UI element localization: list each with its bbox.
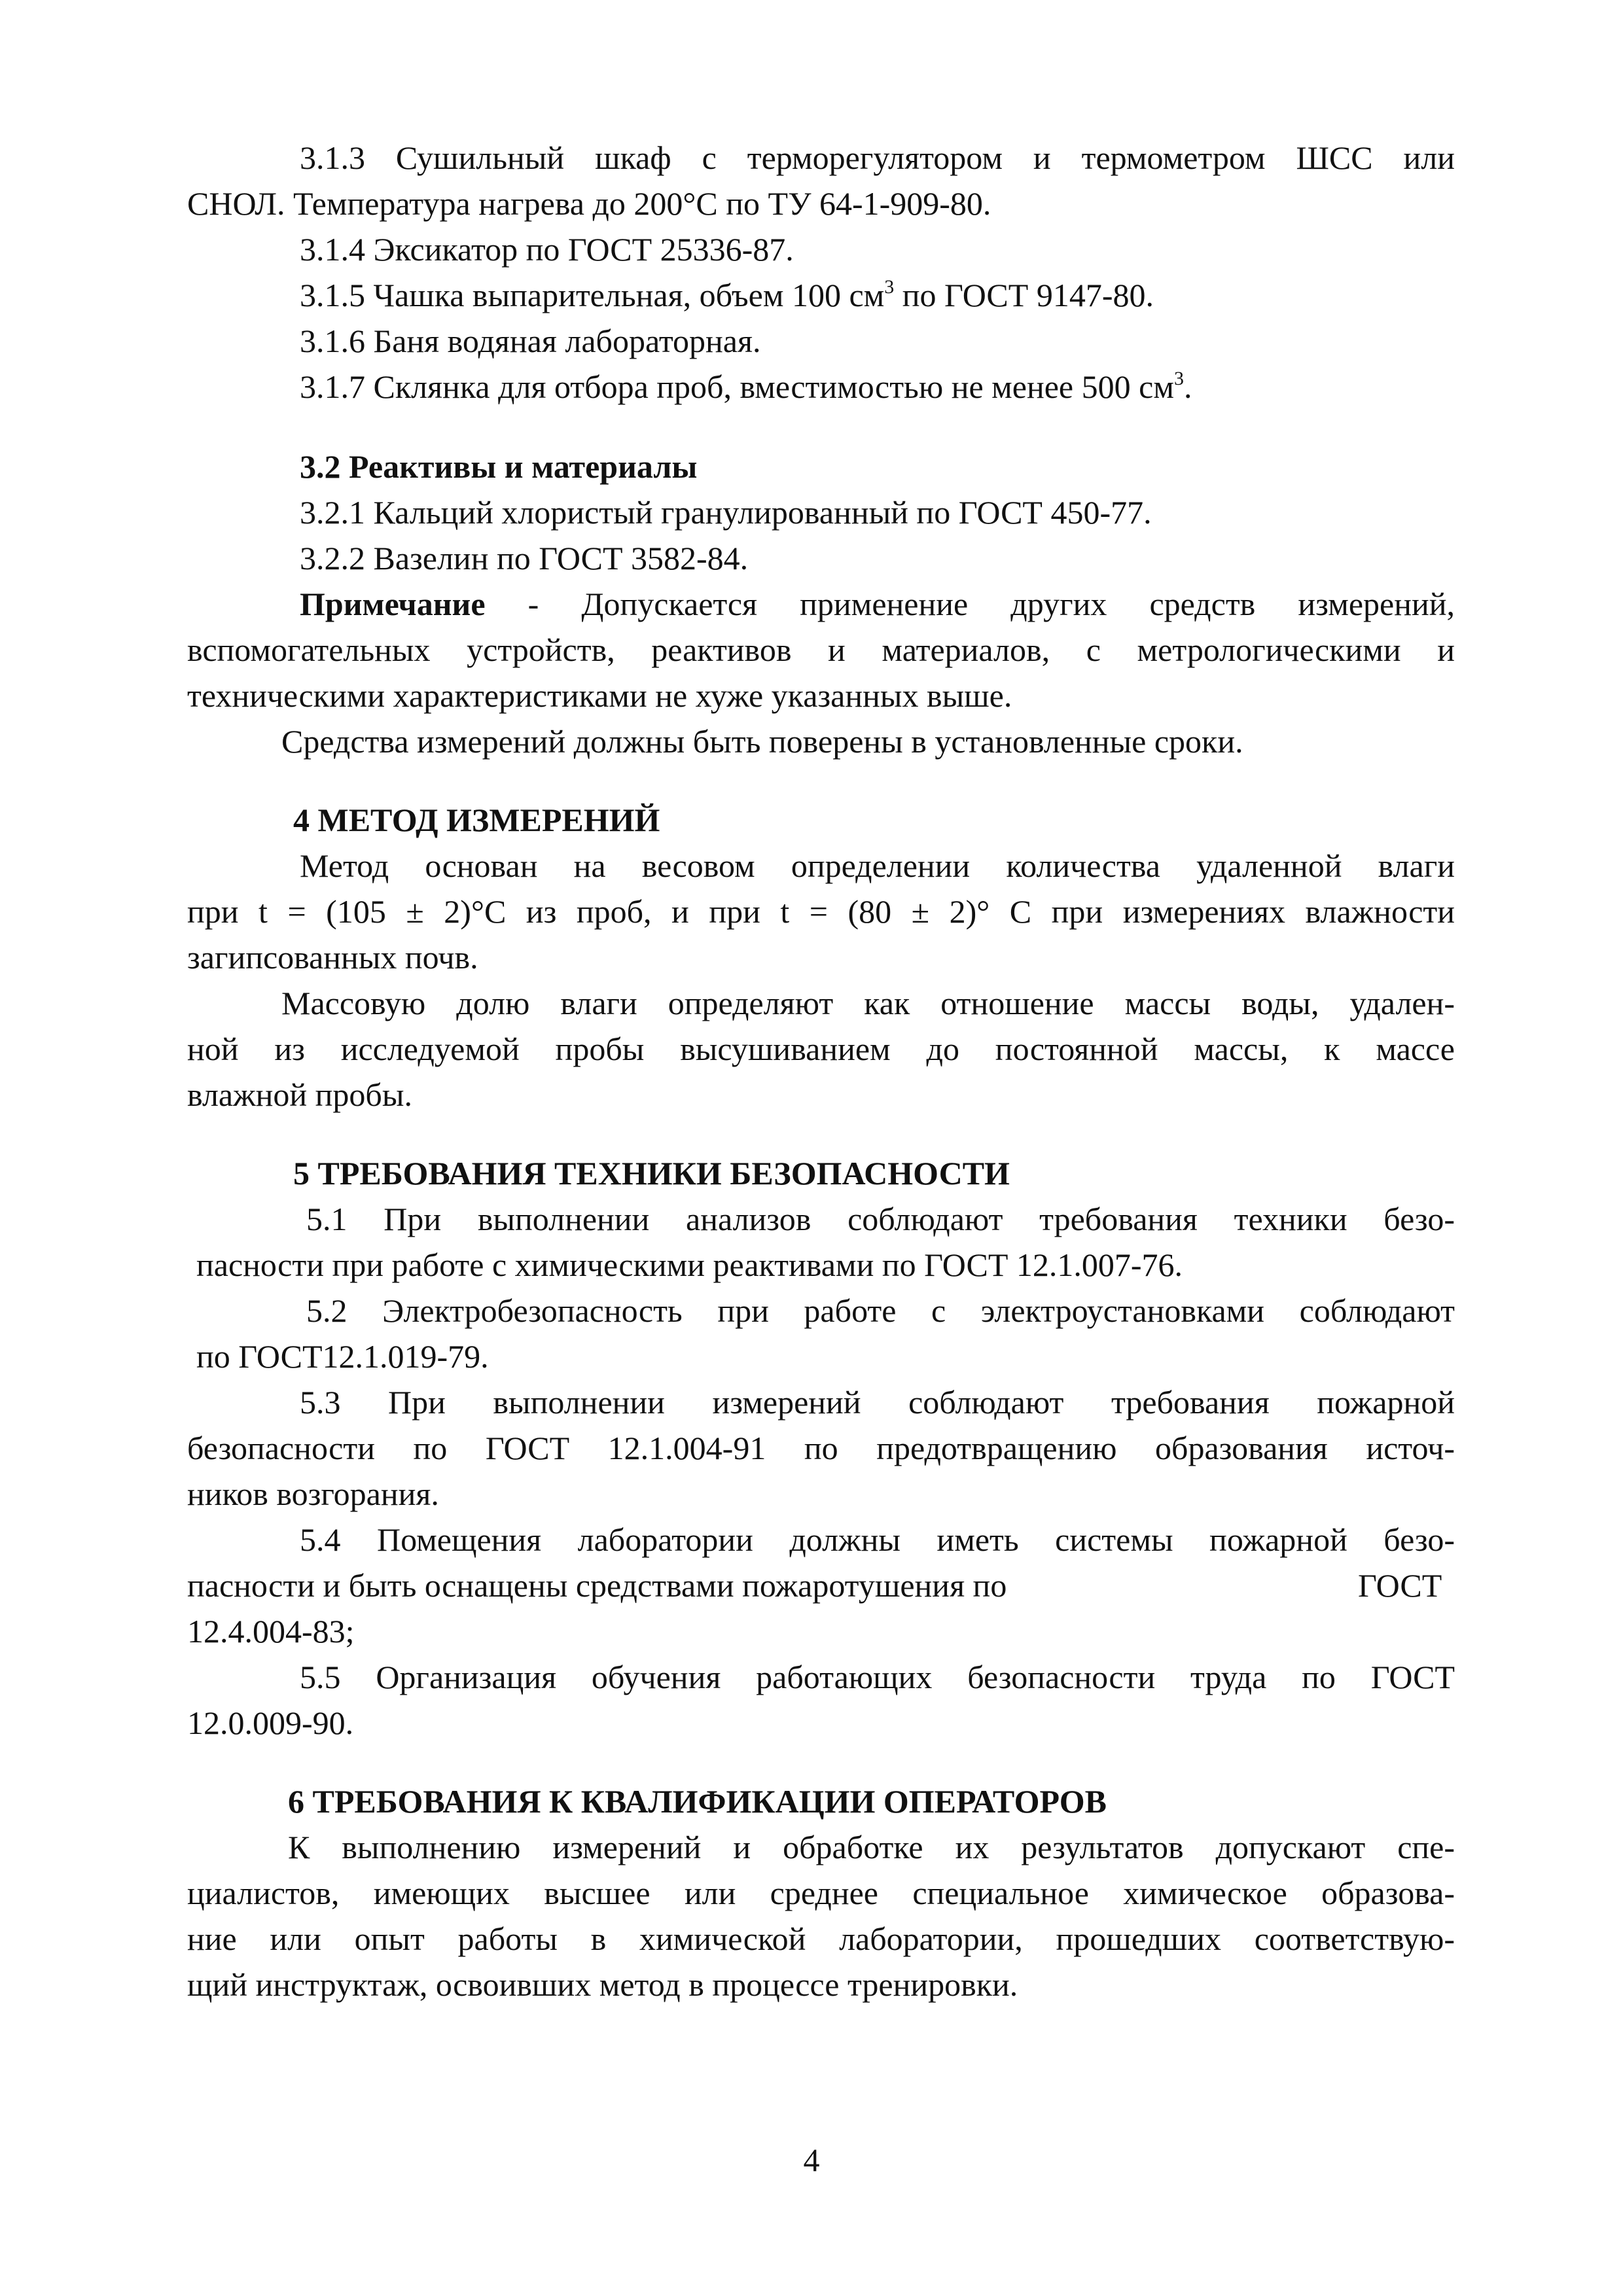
item-5-5-line1: 5.5 Организация обучения работающих безопасности труда по ГОСТ [300,1659,1455,1695]
item-5-1-line1: 5.1 При выполнении анализов соблюдают требования техники безо- [306,1201,1455,1237]
note-line3: техническими характеристиками не хуже указанных выше. [187,677,1012,714]
section-4-p2-line3: влажной пробы. [187,1076,412,1113]
item-3-1-4: 3.1.4 Эксикатор по ГОСТ 25336-87. [300,231,794,268]
section-4-heading: 4 МЕТОД ИЗМЕРЕНИЙ [293,802,660,838]
item-5-3-line3: ников возгорания. [187,1475,439,1512]
section-4-p2-line1: Массовую долю влаги определяют как отношение массы воды, удален- [281,985,1455,1021]
item-3-1-7: 3.1.7 Склянка для отбора проб, вместимостью не менее 500 $см^3$. [300,368,1192,405]
section-6-line2: циалистов, имеющих высшее или среднее специальное химическое образова- [187,1875,1455,1911]
item-3-1-3-line1: 3.1.3 Сушильный шкаф с терморегулятором и термометром ШСС или [300,139,1455,176]
section-3-2-heading: 3.2 Реактивы и материалы [300,448,698,485]
item-5-4-line3: 12.4.004-83; [187,1613,355,1650]
item-5-3-line1: 5.3 При выполнении измерений соблюдают требования пожарной [300,1384,1455,1421]
item-5-2-line1: 5.2 Электробезопасность при работе с электроустановками соблюдают [306,1292,1455,1329]
item-3-2-2: 3.2.2 Вазелин по ГОСТ 3582-84. [300,540,749,576]
item-3-2-1: 3.2.1 Кальций хлористый гранулированный по ГОСТ 450-77. [300,494,1152,531]
item-5-1-line2: пасности при работе с химическими реактивами по ГОСТ 12.1.007-76. [196,1246,1183,1283]
section-6-line1: К выполнению измерений и обработке их результатов допускают спе- [288,1829,1455,1865]
item-5-4-line2-gost: ГОСТ [1358,1567,1442,1604]
page-number: 4 [803,2142,820,2178]
item-5-4-line1: 5.4 Помещения лаборатории должны иметь системы пожарной безо- [300,1521,1455,1558]
section-5-heading: 5 ТРЕБОВАНИЯ ТЕХНИКИ БЕЗОПАСНОСТИ [293,1155,1010,1192]
section-6-line4: щий инструктаж, освоивших метод в процессе тренировки. [187,1966,1018,2003]
note-label: Примечание [300,586,486,622]
section-4-p1-line1: Метод основан на весовом определении количества удаленной влаги [300,847,1455,884]
item-5-4-line2: пасности и быть оснащены средствами пожаротушения по [187,1567,1007,1604]
section-6-line3: ние или опыт работы в химической лаборатории, прошедших соответствую- [187,1920,1455,1957]
item-3-1-3-line2: СНОЛ. Температура нагрева до 200°С по ТУ 64-1-909-80. [187,185,991,222]
verification-text: Средства измерений должны быть поверены в установленные сроки. [281,723,1243,760]
section-4-p1-line3: загипсованных почв. [187,939,478,976]
section-4-p2-line2: ной из исследуемой пробы высушиванием до постоянной массы, к массе [187,1031,1455,1067]
item-5-5-line2: 12.0.009-90. [187,1704,354,1741]
section-6-heading: 6 ТРЕБОВАНИЯ К КВАЛИФИКАЦИИ ОПЕРАТОРОВ [288,1783,1107,1820]
section-4-p1-line2: при t = (105 ± 2)°С из проб, и при t = (80 ± 2)° С при измерениях влажности [187,893,1455,930]
note-line1: Примечание - Допускается применение других средств измерений, [300,586,1455,622]
item-5-3-line2: безопасности по ГОСТ 12.1.004-91 по предотвращению образования источ- [187,1430,1455,1466]
item-3-1-5: 3.1.5 Чашка выпарительная, объем 100 $см^3$ по ГОСТ 9147-80. [300,276,1154,313]
note-line2: вспомогательных устройств, реактивов и материалов, с метрологическими и [187,631,1455,668]
item-3-1-6: 3.1.6 Баня водяная лабораторная. [300,323,761,359]
item-5-2-line2: по ГОСТ12.1.019-79. [196,1338,489,1375]
